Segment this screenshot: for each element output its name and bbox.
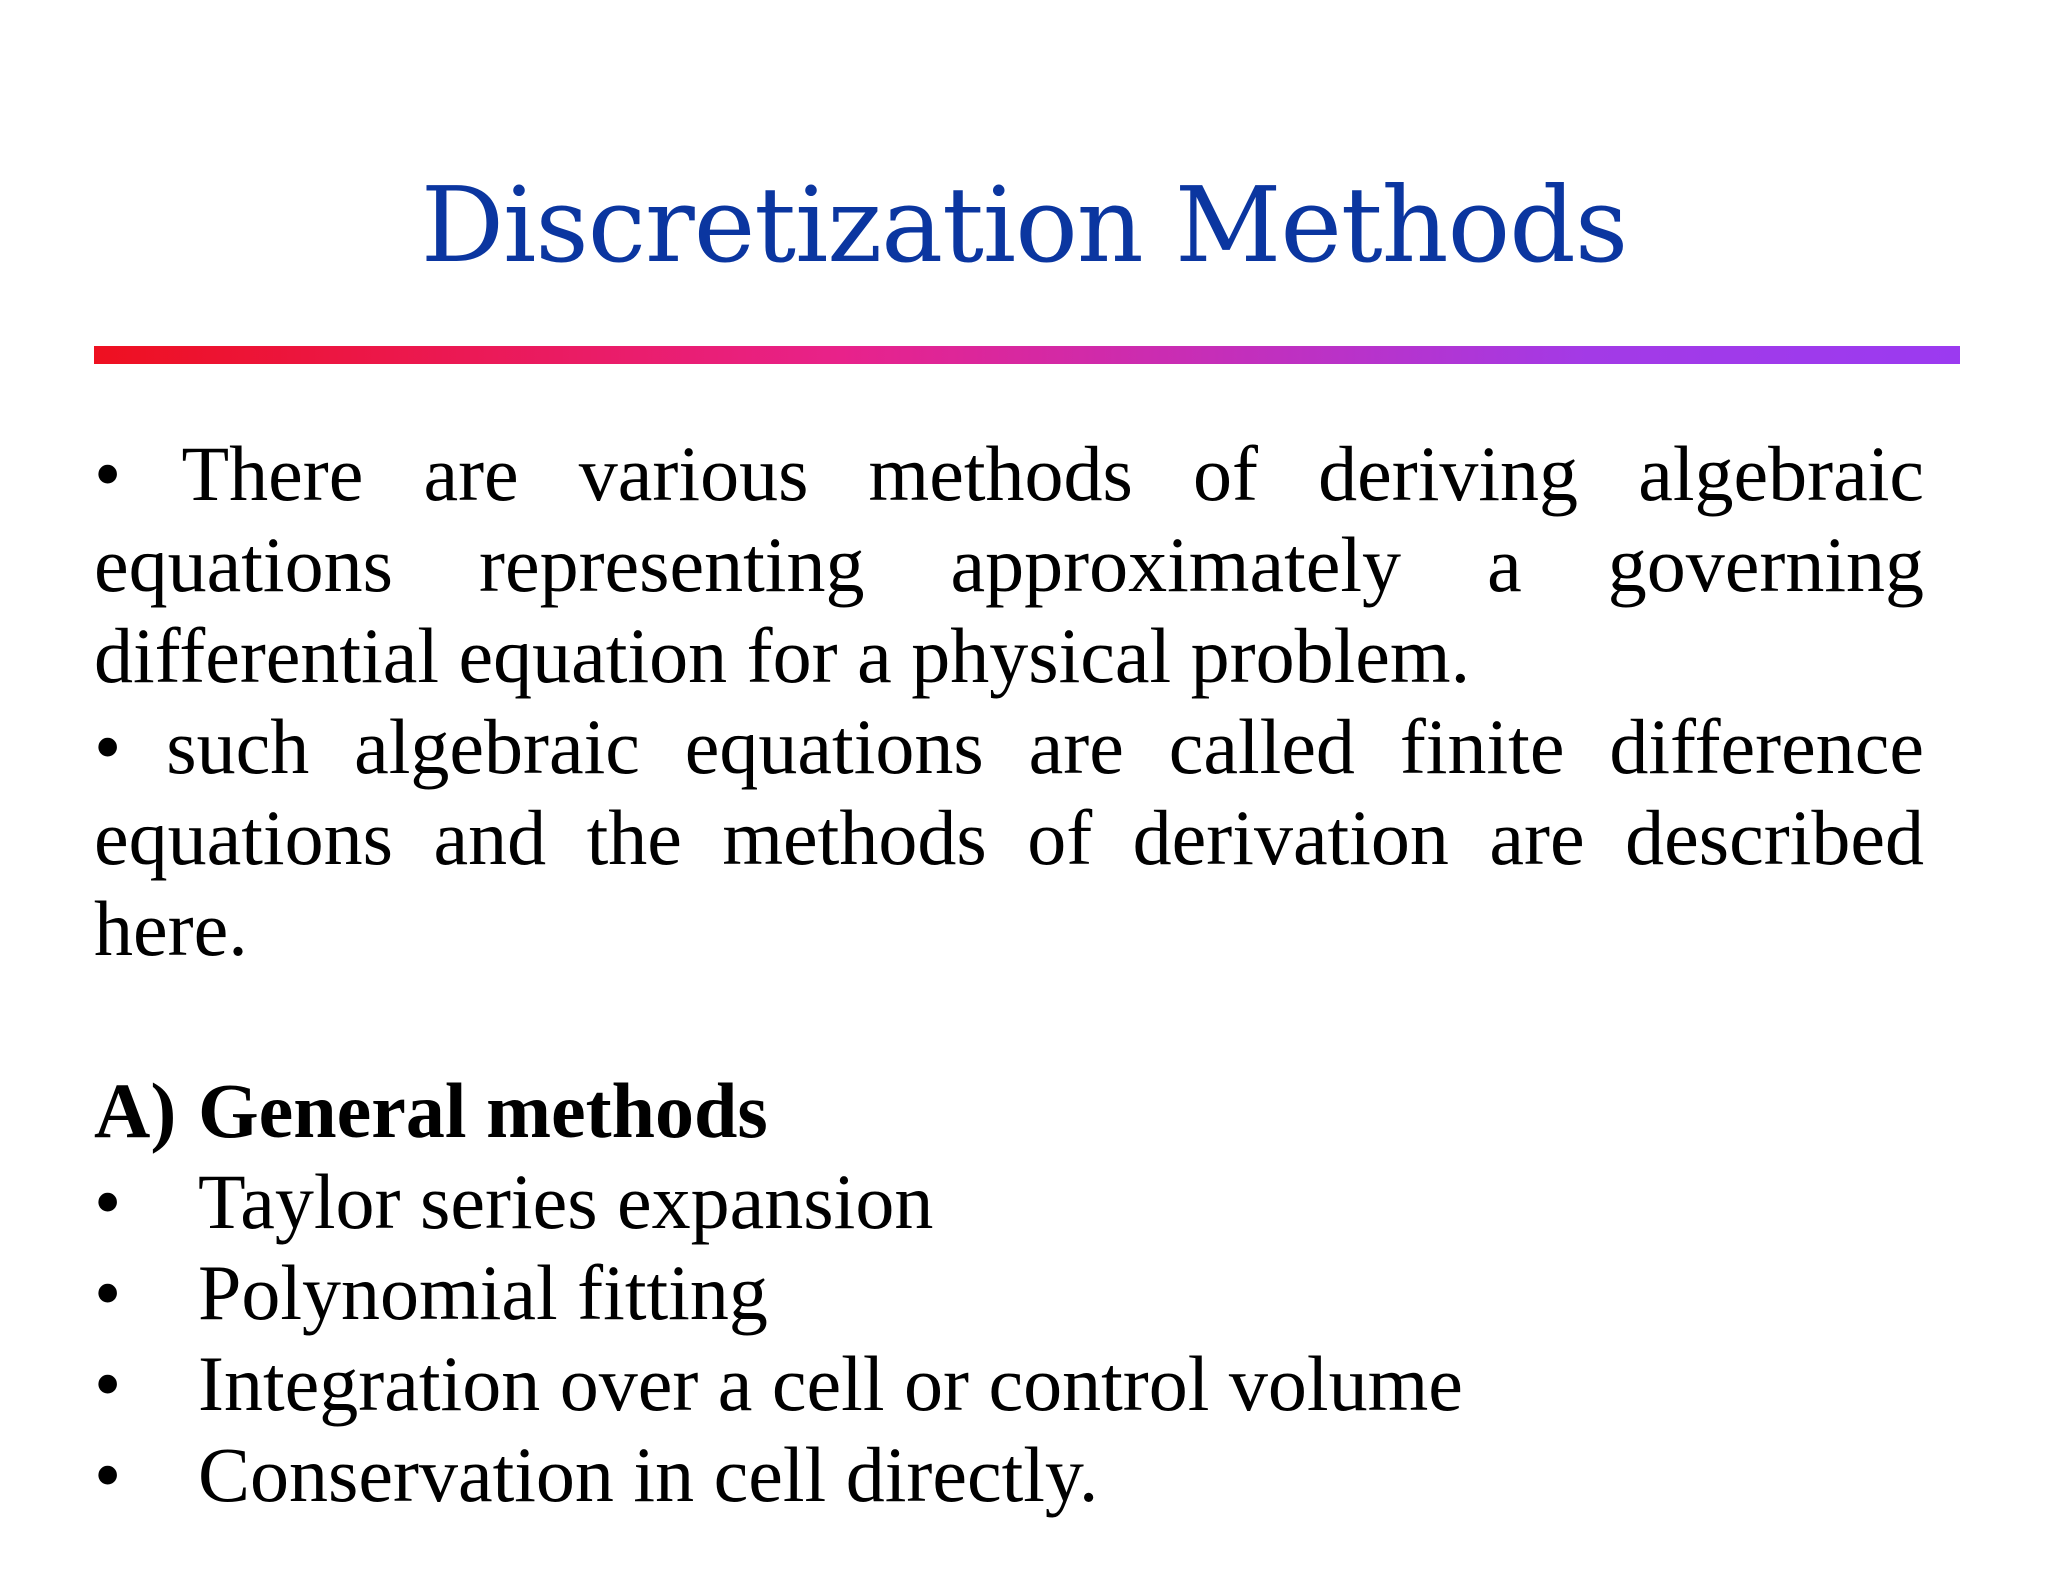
section-heading xyxy=(94,1065,1924,1156)
bullet-icon: • xyxy=(94,1340,122,1427)
section-heading-text: General methods xyxy=(198,1067,768,1154)
intro-paragraph-1 xyxy=(94,428,1924,701)
intro-text-1: There are various methods of deriving algebraic equations representing approximately a governing differential equation for a physical problem. xyxy=(94,430,1924,699)
intro-paragraph-2 xyxy=(94,701,1924,974)
slide-title: Discretization Methods xyxy=(420,164,1628,286)
intro-text-2: such algebraic equations are called finite difference equations and the methods of derivation are described here. xyxy=(94,703,1925,972)
title-divider xyxy=(94,346,1960,364)
list-item-text: Integration over a cell or control volume xyxy=(198,1340,1463,1427)
methods-list xyxy=(94,1156,1924,1520)
list-item xyxy=(94,1247,1924,1338)
list-item xyxy=(94,1338,1924,1429)
list-item-text: Polynomial fitting xyxy=(198,1249,768,1336)
list-item-text: Conservation in cell directly. xyxy=(198,1431,1099,1518)
list-item-text: Taylor series expansion xyxy=(198,1158,934,1245)
bullet-icon: • xyxy=(94,1249,122,1336)
bullet-icon: • xyxy=(94,1431,122,1518)
bullet-icon: • xyxy=(94,703,122,790)
section-marker: A) xyxy=(94,1067,177,1154)
bullet-icon: • xyxy=(94,430,122,517)
bullet-icon: • xyxy=(94,1158,122,1245)
list-item xyxy=(94,1429,1924,1520)
slide-content xyxy=(94,428,1924,1520)
list-item xyxy=(94,1156,1924,1247)
